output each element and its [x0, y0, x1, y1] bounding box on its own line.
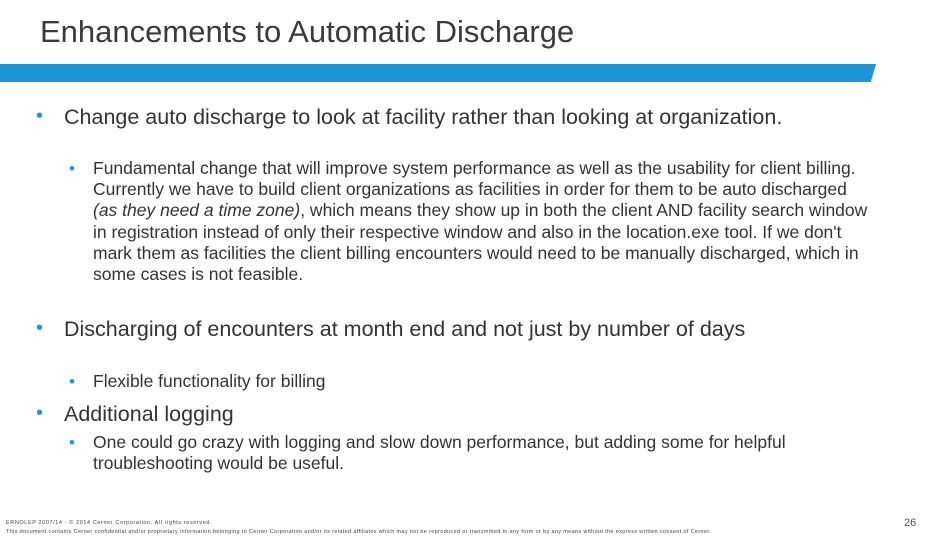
bullet-dot-icon: •: [69, 433, 75, 452]
bullet-3-text: Additional logging: [64, 402, 234, 426]
bullet-1: [36, 105, 824, 129]
bullet-1-text: Change auto discharge to look at facility rather than looking at organization.: [64, 105, 783, 129]
bullet-dot-icon: •: [36, 105, 44, 127]
bullet-3: [36, 402, 824, 426]
bullet-1-sub-italic: (as they need a time zone): [93, 200, 301, 221]
bullet-2-sub: [69, 371, 853, 392]
bullet-dot-icon: •: [36, 402, 44, 424]
bullet-3-sub-text: One could go crazy with logging and slow down performance, but adding some for helpful troubleshooting would be useful.: [93, 432, 786, 474]
page-number: 26: [904, 517, 917, 529]
bullet-dot-icon: •: [36, 317, 44, 339]
bullet-1-sub-text-a: Fundamental change that will improve system performance as well as the usability for client billing. Currently we have to build client organizations as facilities in order for them to be auto discharged: [93, 158, 856, 200]
bullet-3-sub: [69, 432, 873, 474]
title-accent-bar: [0, 64, 876, 82]
bullet-2-text: Discharging of encounters at month end and not just by number of days: [64, 317, 746, 341]
bullet-2: [36, 317, 864, 341]
bullet-dot-icon: •: [69, 372, 75, 391]
bullet-dot-icon: •: [69, 159, 75, 178]
footer-copyright: ERNOLEP 2007/14 · © 2014 Cerner Corporation. All rights reserved.: [6, 520, 213, 526]
footer-confidential: This document contains Cerner confidential and/or proprietary information belonging to Cerner Corporation and/or its related affiliates which may not be reproduced or transmitted in any form or by any means without the express written consent of Cerner.: [6, 529, 712, 535]
bullet-1-sub: [69, 158, 868, 285]
bullet-2-sub-text: Flexible functionality for billing: [93, 371, 326, 391]
slide-title: Enhancements to Automatic Discharge: [40, 14, 575, 49]
bullet-1-sub-text-b: , which means they show up in both the client AND facility search window in registration instead of only their respective window and also in the location.exe tool. If we don't mark them as facilities the client billing encounters would need to be manually discharged, which in some cases is not feasible.: [93, 200, 868, 285]
